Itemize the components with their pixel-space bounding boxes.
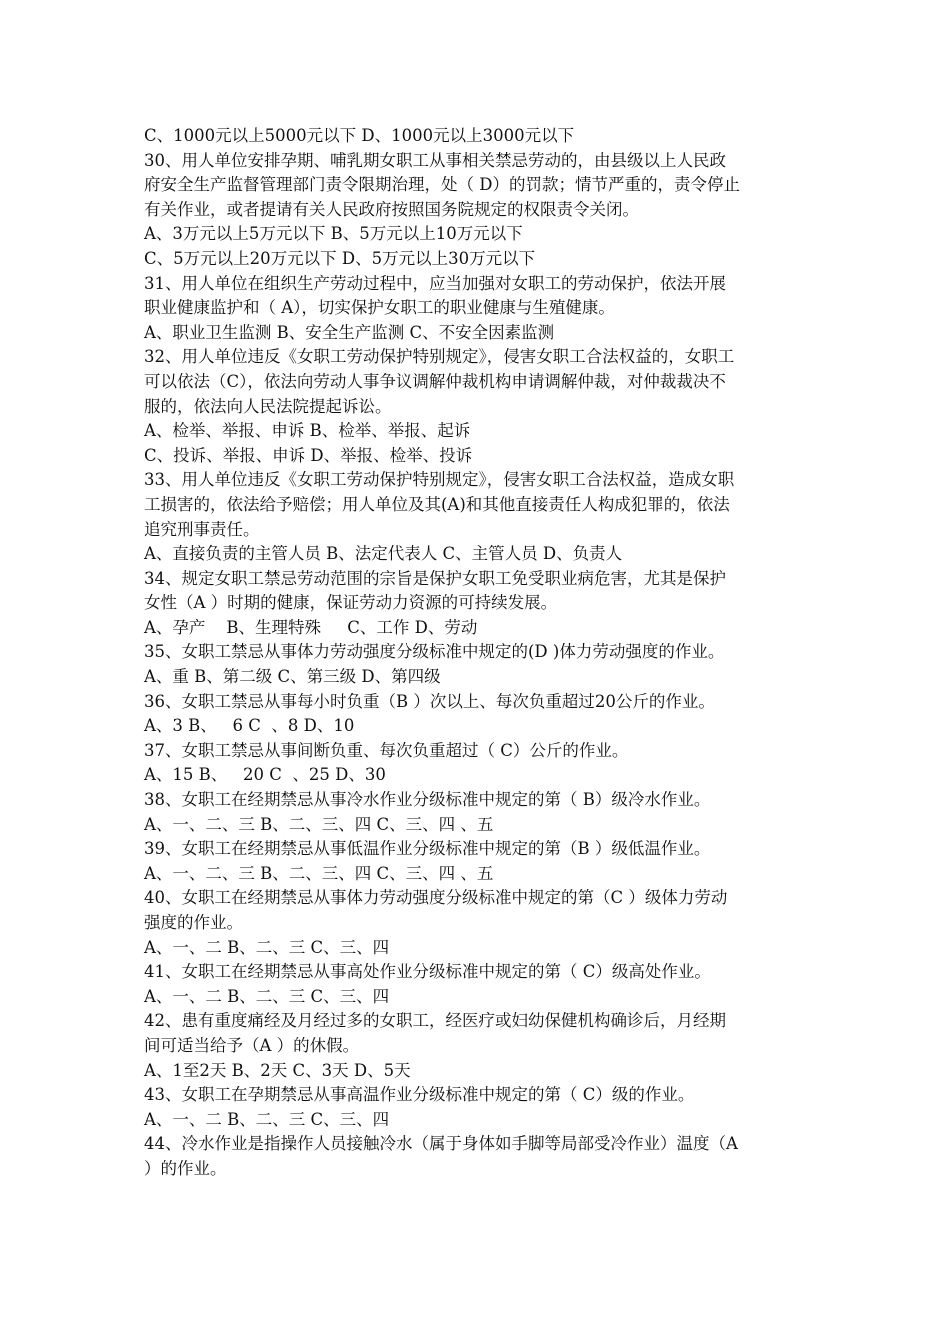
answer-options: A、一、二、三 B、二、三、四 C、三、四 、五 (144, 814, 494, 834)
document-body (144, 124, 814, 1182)
question-31: 31、用人单位在组织生产劳动过程中，应当加强对女职工的劳动保护，依法开展 (144, 273, 726, 293)
question-37: 37、女职工禁忌从事间断负重、每次负重超过（ C）公斤的作业。 (144, 740, 629, 760)
question-32: 32、用人单位违反《女职工劳动保护特别规定》，侵害女职工合法权益的，女职工 (144, 347, 735, 367)
answer-options: A、1至2天 B、2天 C、3天 D、5天 (144, 1060, 411, 1080)
text-line: 女性（A ）时期的健康，保证劳动力资源的可持续发展。 (144, 593, 558, 613)
question-40: 40、女职工在经期禁忌从事体力劳动强度分级标准中规定的第（C ）级体力劳动 (144, 888, 728, 908)
answer-options: A、检举、举报、申诉 B、检举、举报、起诉 (144, 421, 471, 441)
text-line: 职业健康监护和（ A），切实保护女职工的职业健康与生殖健康。 (144, 298, 615, 318)
answer-options: C、投诉、举报、申诉 D、举报、检举、投诉 (144, 445, 473, 465)
answer-options: A、一、二 B、二、三 C、三、四 (144, 1109, 390, 1129)
answer-options: A、3 B、 6 C 、8 D、10 (144, 716, 355, 736)
text-line: 可以依法（C），依法向劳动人事争议调解仲裁机构申请调解仲裁，对仲裁裁决不 (144, 371, 726, 391)
question-34: 34、规定女职工禁忌劳动范围的宗旨是保护女职工免受职业病危害，尤其是保护 (144, 568, 726, 588)
text-line: 追究刑事责任。 (144, 519, 260, 539)
answer-options: A、重 B、第二级 C、第三级 D、第四级 (144, 667, 441, 687)
answer-options: A、一、二 B、二、三 C、三、四 (144, 986, 390, 1006)
question-33: 33、用人单位违反《女职工劳动保护特别规定》，侵害女职工合法权益，造成女职 (144, 470, 735, 490)
answer-options: A、一、二、三 B、二、三、四 C、三、四 、五 (144, 863, 494, 883)
question-41: 41、女职工在经期禁忌从事高处作业分级标准中规定的第（ C）级高处作业。 (144, 962, 711, 982)
text-line: 府安全生产监督管理部门责令限期治理，处（ D）的罚款；情节严重的，责令停止 (144, 175, 740, 195)
text-line: 强度的作业。 (144, 913, 243, 932)
text-line: 有关作业，或者提请有关人民政府按照国务院规定的权限责令关闭。 (144, 199, 639, 219)
answer-options: A、孕产 B、生理特殊 C、工作 D、劳动 (144, 617, 478, 637)
answer-options: C、5万元以上20万元以下 D、5万元以上30万元以下 (144, 248, 536, 268)
answer-options: A、一、二 B、二、三 C、三、四 (144, 937, 390, 957)
question-44: 44、冷水作业是指操作人员接触冷水（属于身体如手脚等局部受冷作业）温度（A (144, 1134, 738, 1154)
answer-options: A、3万元以上5万元以下 B、5万元以上10万元以下 (144, 224, 523, 244)
question-30: 30、用人单位安排孕期、哺乳期女职工从事相关禁忌劳动的，由县级以上人民政 (144, 150, 726, 170)
question-36: 36、女职工禁忌从事每小时负重（B ）次以上、每次负重超过20公斤的作业。 (144, 691, 715, 711)
text-line: 工损害的，依法给予赔偿；用人单位及其(A)和其他直接责任人构成犯罪的，依法 (144, 494, 730, 514)
answer-options: A、15 B、 20 C 、25 D、30 (144, 765, 386, 785)
question-38: 38、女职工在经期禁忌从事冷水作业分级标准中规定的第（ B）级冷水作业。 (144, 790, 711, 810)
text-line: 间可适当给予（A ）的休假。 (144, 1035, 360, 1055)
question-35: 35、女职工禁忌从事体力劳动强度分级标准中规定的(D )体力劳动强度的作业。 (144, 642, 725, 662)
question-42: 42、患有重度痛经及月经过多的女职工，经医疗或妇幼保健机构确诊后，月经期 (144, 1011, 726, 1031)
answer-options: A、职业卫生监测 B、安全生产监测 C、不安全因素监测 (144, 322, 555, 342)
question-43: 43、女职工在孕期禁忌从事高温作业分级标准中规定的第（ C）级的作业。 (144, 1085, 695, 1105)
text-line: ）的作业。 (144, 1158, 227, 1178)
text-line: 服的，依法向人民法院提起诉讼。 (144, 396, 392, 416)
question-39: 39、女职工在经期禁忌从事低温作业分级标准中规定的第（B ）级低温作业。 (144, 839, 711, 859)
text-line: C、1000元以上5000元以下 D、1000元以上3000元以下 (144, 126, 575, 145)
answer-options: A、直接负责的主管人员 B、法定代表人 C、主管人员 D、负责人 (144, 544, 623, 564)
